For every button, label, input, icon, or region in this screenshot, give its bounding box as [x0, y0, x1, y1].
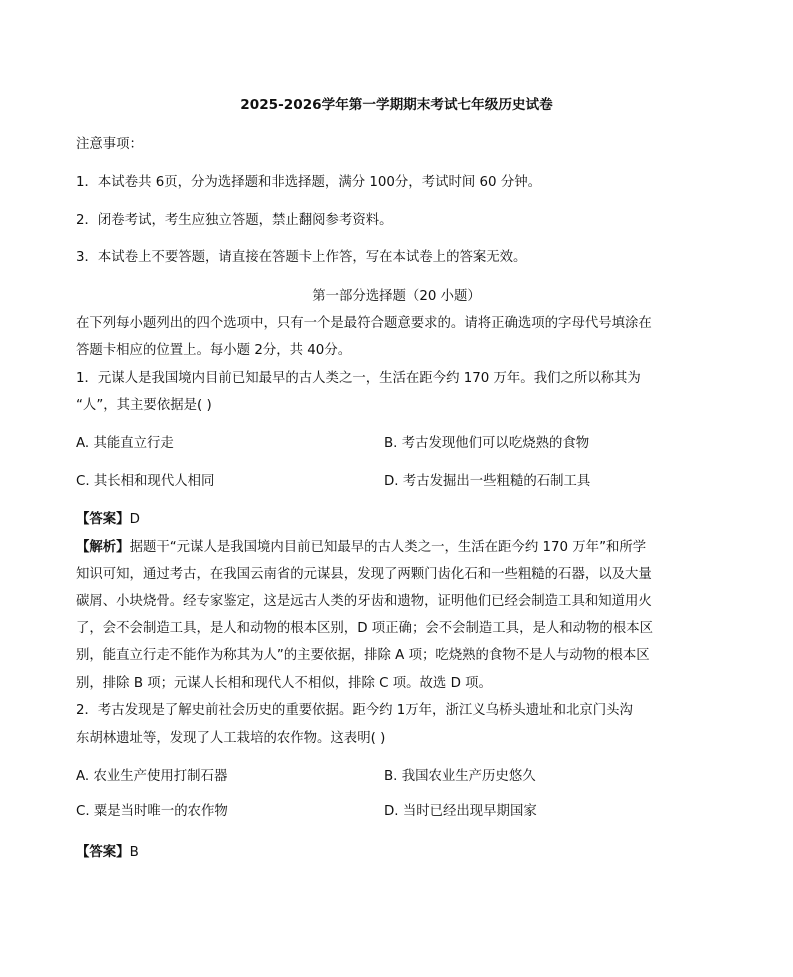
- analysis-text: 知识可知，通过考古，在我国云南省的元谋县，发现了两颗门齿化石和一些粗糙的石器，以及大量: [76, 567, 652, 582]
- answer-label: 【答案】: [76, 845, 130, 860]
- section-instruction: 答题卡相应的位置上。每小题 2分，共 40分。: [76, 343, 352, 358]
- notice-item: 2．闭卷考试，考生应独立答题，禁止翻阅参考资料。: [76, 213, 393, 228]
- analysis-text: 别，排除 B 项；元谋人长相和现代人不相似，排除 C 项。故选 D 项。: [76, 676, 492, 691]
- page-title: 2025-2026学年第一学期期末考试七年级历史试卷: [240, 97, 553, 113]
- answer-line: [76, 845, 139, 861]
- answer-value: D: [129, 512, 140, 527]
- question-stem: 2．考古发现是了解史前社会历史的重要依据。距今约 1万年，浙江义乌桥头遗址和北京门头沟: [76, 703, 633, 718]
- option-c: C. 粟是当时唯一的农作物: [76, 804, 228, 819]
- option-a: A. 其能直立行走: [76, 436, 174, 451]
- option-a: A. 农业生产使用打制石器: [76, 769, 228, 784]
- answer-line: [76, 512, 140, 528]
- question-stem: 1．元谋人是我国境内目前已知最早的古人类之一，生活在距今约 170 万年。我们之所以称其为: [76, 371, 641, 386]
- answer-label: 【答案】: [76, 512, 130, 527]
- analysis-text: 了，会不会制造工具，是人和动物的根本区别，D 项正确；会不会制造工具，是人和动物的根本区: [76, 621, 653, 636]
- option-b: B. 考古发现他们可以吃烧熟的食物: [384, 436, 590, 451]
- option-b: B. 我国农业生产历史悠久: [384, 769, 536, 784]
- notice-item: 3．本试卷上不要答题，请直接在答题卡上作答，写在本试卷上的答案无效。: [76, 250, 527, 265]
- analysis-text: 据题干“元谋人是我国境内目前已知最早的古人类之一，生活在距今约 170 万年”和所学: [129, 540, 647, 555]
- question-stem: “人”，其主要依据是( ): [76, 398, 212, 413]
- option-d: D. 当时已经出现早期国家: [384, 804, 537, 819]
- notice-heading: 注意事项：: [76, 137, 143, 152]
- section-instruction: 在下列每小题列出的四个选项中，只有一个是最符合题意要求的。请将正确选项的字母代号填涂在: [76, 316, 652, 331]
- option-d: D. 考古发掘出一些粗糙的石制工具: [384, 474, 591, 489]
- question-stem: 东胡林遗址等，发现了人工栽培的农作物。这表明( ): [76, 731, 386, 746]
- notice-item: 1．本试卷共 6页，分为选择题和非选择题，满分 100分，考试时间 60 分钟。: [76, 175, 541, 190]
- answer-value: B: [129, 845, 139, 860]
- section-title: 第一部分选择题（20 小题）: [312, 289, 481, 304]
- analysis-label: 【解析】: [76, 540, 130, 555]
- analysis-text: 别，能直立行走不能作为称其为人”的主要依据，排除 A 项；吃烧熟的食物不是人与动物的根本区: [76, 648, 650, 663]
- option-c: C. 其长相和现代人相同: [76, 474, 215, 489]
- analysis-line: [76, 540, 646, 556]
- analysis-text: 碳屑、小块烧骨。经专家鉴定，这是远古人类的牙齿和遗物，证明他们已经会制造工具和知道用火: [76, 594, 652, 609]
